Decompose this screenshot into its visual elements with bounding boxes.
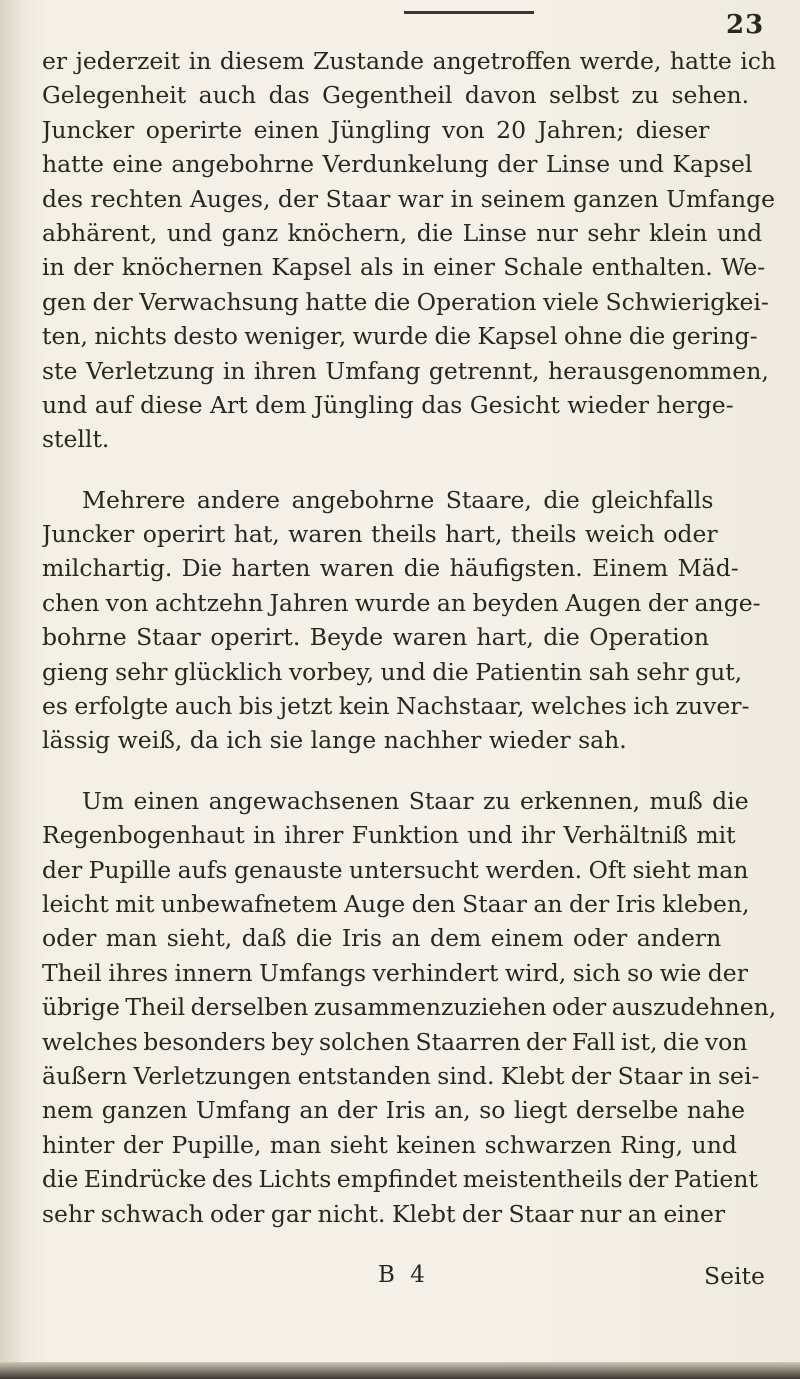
- text-line: bohrne Staar operirt. Beyde waren hart, die Operation: [42, 623, 709, 652]
- text-line: äußern Verletzungen entstanden sind. Klebt der Staar in sei-: [42, 1061, 760, 1090]
- text-line: in der knöchernen Kapsel als in einer Schale enthalten. We-: [42, 253, 766, 282]
- paragraph-2: [42, 483, 787, 758]
- text-line: gieng sehr glücklich vorbey, und die Patientin sah sehr gut,: [42, 657, 743, 686]
- text-line: ten, nichts desto weniger, wurde die Kapsel ohne die gering-: [42, 322, 758, 351]
- text-line: und auf diese Art dem Jüngling das Gesicht wieder herge-: [42, 390, 734, 419]
- signature-mark: B 4: [378, 1262, 429, 1288]
- text-line: Juncker operirte einen Jüngling von 20 Jahren; dieser: [42, 115, 710, 144]
- text-line: hatte eine angebohrne Verdunkelung der Linse und Kapsel: [42, 150, 753, 179]
- text-line: der Pupille aufs genauste untersucht werden. Oft sieht man: [42, 855, 749, 884]
- text-line: Theil ihres innern Umfangs verhindert wird, sich so wie der: [42, 958, 748, 987]
- text-line: Um einen angewachsenen Staar zu erkennen, muß die: [82, 786, 749, 815]
- text-line: sehr schwach oder gar nicht. Klebt der Staar nur an einer: [42, 1199, 726, 1228]
- text-line: es erfolgte auch bis jetzt kein Nachstaar, welches ich zuver-: [42, 692, 750, 721]
- text-line: nem ganzen Umfang an der Iris an, so liegt derselbe nahe: [42, 1096, 746, 1125]
- text-line: stellt.: [42, 425, 110, 454]
- text-line: milchartig. Die harten waren die häufigsten. Einem Mäd-: [42, 554, 739, 583]
- text-line: Mehrere andere angebohrne Staare, die gleichfalls: [82, 485, 714, 514]
- text-line: die Eindrücke des Lichts empfindet meistentheils der Patient: [42, 1165, 758, 1194]
- header-rule: [404, 11, 534, 14]
- paragraph-1: [42, 44, 787, 457]
- text-line: hinter der Pupille, man sieht keinen schwarzen Ring, und: [42, 1130, 737, 1159]
- text-line: leicht mit unbewafnetem Auge den Staar an der Iris kleben,: [42, 889, 750, 918]
- catchword: Seite: [704, 1262, 765, 1290]
- paragraph-3: [42, 784, 787, 1231]
- text-line: lässig weiß, da ich sie lange nachher wieder sah.: [42, 726, 627, 755]
- page-bottom-edge: [0, 1362, 800, 1379]
- text-line: übrige Theil derselben zusammenzuziehen oder auszudehnen,: [42, 993, 777, 1022]
- text-line: des rechten Auges, der Staar war in seinem ganzen Umfange: [42, 184, 776, 213]
- text-line: Regenbogenhaut in ihrer Funktion und ihr Verhältniß mit: [42, 821, 736, 850]
- text-line: Juncker operirt hat, waren theils hart, theils weich oder: [42, 520, 718, 549]
- text-line: er jederzeit in diesem Zustande angetroffen werde, hatte ich: [42, 47, 777, 75]
- text-line: gen der Verwachsung hatte die Operation viele Schwierigkei-: [42, 287, 769, 316]
- page-number: 23: [726, 10, 765, 40]
- text-line: oder man sieht, daß die Iris an dem einem oder andern: [42, 924, 722, 953]
- text-line: welches besonders bey solchen Staarren der Fall ist, die von: [42, 1027, 748, 1056]
- text-line: ste Verletzung in ihren Umfang getrennt, herausgenommen,: [42, 356, 769, 385]
- text-line: chen von achtzehn Jahren wurde an beyden Augen der ange-: [42, 588, 761, 617]
- page-gutter-shadow: [0, 0, 22, 1379]
- text-line: Gelegenheit auch das Gegentheil davon selbst zu sehen.: [42, 81, 750, 110]
- text-line: abhärent, und ganz knöchern, die Linse nur sehr klein und: [42, 218, 763, 247]
- body-text: [42, 44, 787, 1231]
